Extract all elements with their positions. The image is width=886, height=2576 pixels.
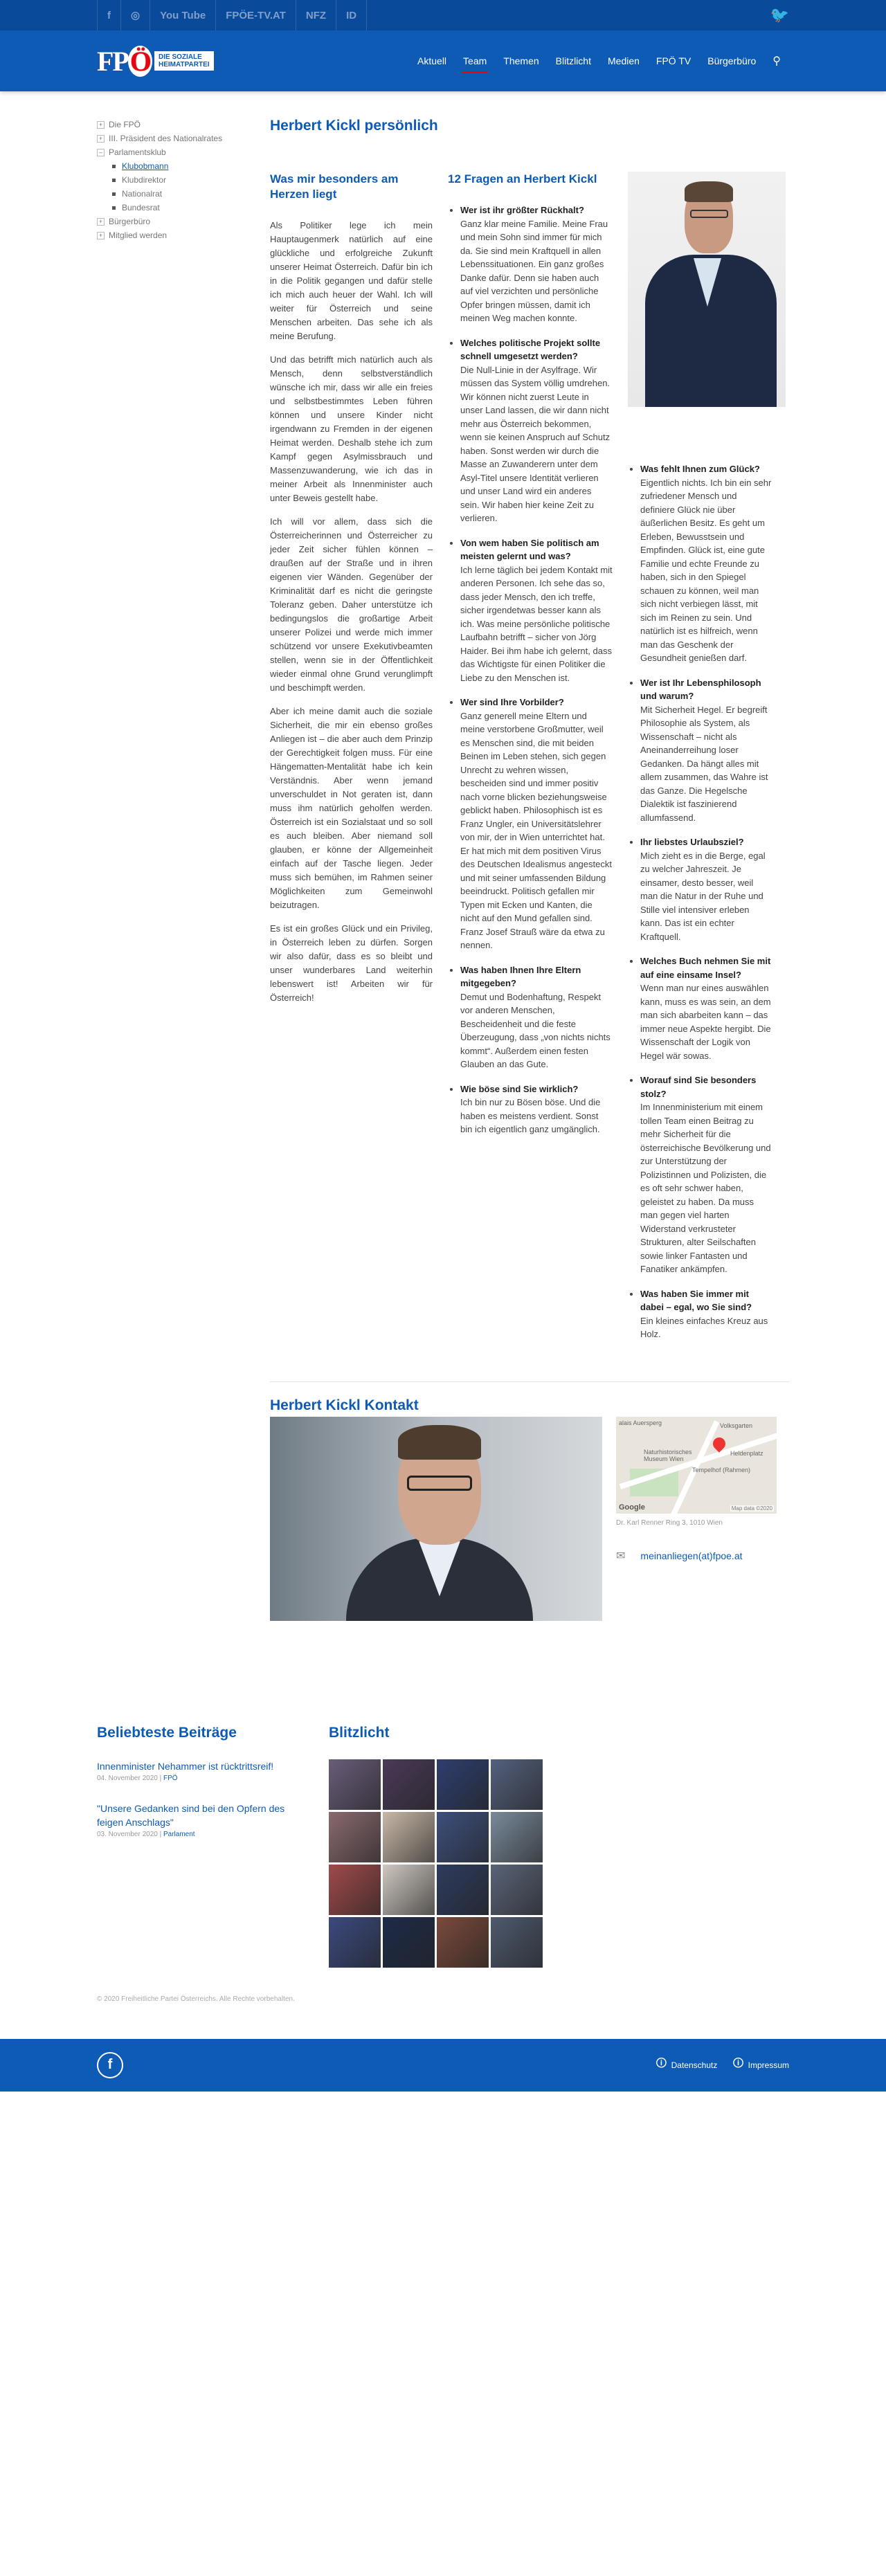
popular-post (97, 1802, 308, 1838)
logo-wordmark: FPÖ (97, 45, 152, 78)
map-label: alais Auersperg (619, 1419, 662, 1426)
body-paragraph: Es ist ein großes Glück und ein Privileg, in Österreich leben zu dürfen. Sorgen wir also dafür, dass es so bleibt und unser wunderbares Land weiterhin lebenswert ist! Arbeiten wir für Österreich! (270, 923, 433, 1003)
post-date: 04. November 2020 (97, 1774, 158, 1782)
map-label: Tempelhof (Rahmen) (692, 1466, 751, 1473)
heart-heading: Was mir besonders am Herzen liegt (270, 172, 399, 201)
sidebar-subitem-label[interactable]: Klubdirektor (122, 175, 167, 185)
footer-link-label: Impressum (748, 2060, 789, 2070)
footer-link[interactable] (732, 2056, 789, 2074)
question: • Wer sind Ihre Vorbilder? (460, 697, 564, 707)
copyright: © 2020 Freiheitliche Partei Österreichs. Alle Rechte vorbehalten. (97, 1995, 295, 2003)
answer: Mich zieht es in die Berge, egal zu welcher Jahreszeit. Je einsamer, desto besser, weil man die Natur in der Ruhe und Stille viel intensiver erleben kann. Das ist ein echter Kraftquell. (640, 850, 766, 942)
footer-link-label: Datenschutz (671, 2060, 718, 2070)
column-heart (270, 172, 433, 1352)
blitz-thumbnail[interactable] (437, 1865, 489, 1915)
expand-icon[interactable]: + (97, 121, 105, 129)
blitz-thumbnail[interactable] (383, 1917, 435, 1968)
qa-item (460, 696, 613, 952)
top-social-bar (0, 0, 886, 30)
email-row (616, 1549, 777, 1563)
question: • Welches Buch nehmen Sie mit auf eine einsame Insel? (640, 956, 771, 980)
post-date: 03. November 2020 (97, 1830, 158, 1838)
qa-item (460, 203, 613, 325)
nav-fpö-tv[interactable]: FPÖ TV (656, 55, 691, 66)
sidebar-tree (97, 118, 270, 242)
impressum-icon: 🛈 (732, 2058, 744, 2069)
bullet-square (112, 179, 116, 182)
post-title-link[interactable]: Innenminister Nehammer ist rücktrittsreif! (97, 1760, 274, 1772)
location-map[interactable] (616, 1417, 777, 1514)
blitz-thumbnail[interactable] (437, 1917, 489, 1968)
question: • Was fehlt Ihnen zum Glück? (640, 464, 760, 474)
page-title: Herbert Kickl persönlich (270, 118, 438, 134)
question: • Von wem haben Sie politisch am meisten gelernt und was? (460, 537, 599, 561)
questions-list-2 (628, 462, 773, 1341)
content-columns (270, 172, 789, 1352)
contact-details (616, 1417, 777, 1621)
email-link[interactable]: meinanliegen(at)fpoe.at (640, 1550, 743, 1561)
footer-link[interactable] (656, 2056, 717, 2074)
body-paragraph: Ich will vor allem, dass sich die Österreicherinnen und Österreicher zu jeder Zeit sicher fühlen können – draußen auf der Straße und in ihren eigenen vier Wänden. Gegenüber der Kriminalität darf es nicht die geringste Toleranz geben. Daher unterstütze ich bedingungslos die großartige Arbeit unserer Polizei und werde mich immer schützend vor unsere Exekutivbeamten stellen, wenn sie in der Öffentlichkeit wieder einmal ohne Grund verunglimpft und beschimpft werden. (270, 516, 433, 693)
sidebar-item-label[interactable]: III. Präsident des Nationalrates (109, 134, 223, 143)
question: • Was haben Ihnen Ihre Eltern mitgegeben? (460, 964, 581, 988)
nfz-icon[interactable]: NFZ (296, 0, 336, 30)
expand-icon[interactable]: + (97, 135, 105, 143)
answer: Ein kleines einfaches Kreuz aus Holz. (640, 1315, 768, 1339)
post-category-link[interactable]: Parlament (163, 1830, 195, 1838)
sidebar (97, 118, 270, 1621)
site-footer (0, 2039, 886, 2092)
answer: Wenn man nur eines auswählen kann, muss es was sein, an dem man sich abarbeiten kann – das immer neue Aspekte hergibt. Die Wissenschaft der Logik von Hegel wär sowas. (640, 983, 771, 1061)
post-meta (97, 1775, 308, 1782)
sidebar-item-label[interactable]: Die FPÖ (109, 120, 141, 129)
answer: Mit Sicherheit Hegel. Er begreift Philosophie als System, als Wissenschaft – nicht als Aneinanderreihung loser Gedanken. Da hängt alles mit allem zusammen, das Wahre ist das Ganze. Die Hegelsche Dialektik ist faszinierend allumfassend. (640, 704, 768, 823)
body-paragraph: Und das betrifft mich natürlich auch als Mensch, denn selbstverständlich wünsche ich mir, dass wir alle ein freies und selbstbestimmtes Leben führen können und unsere Kinder nicht irgendwann zu Fremden in der eigenen Heimat werden. Deshalb stehe ich zum Kampf gegen Asylmissbrauch und Massenzuwanderung, wie ich das in meiner Arbeit als Innenminister auch unter Beweis gestellt habe. (270, 354, 433, 503)
qa-item (640, 1073, 773, 1276)
answer: Eigentlich nichts. Ich bin ein sehr zufriedener Mensch und definiere Glück nie über äußerlichen Besitz. Es geht um Erleben, Bewusstsein und Empfinden. Glück ist, eine gute Familie und echte Freunde zu haben, sich in den Spiegel schauen zu können, weil man sich nicht verbiegen lässt, mit sich im Reinen zu sein. Und natürlich ist es hilfreich, wenn man das Geschenk der Gesundheit genießen darf. (640, 477, 772, 663)
contact-photo (270, 1417, 602, 1621)
questions-list-1 (448, 203, 613, 1136)
main-nav (409, 30, 789, 91)
blitz-thumbnail[interactable] (491, 1865, 543, 1915)
blitz-thumbnail[interactable] (437, 1759, 489, 1810)
sidebar-subitem-label[interactable]: Bundesrat (122, 203, 160, 212)
footer-widgets (97, 1725, 789, 1968)
map-attribution: Map data ©2020 (731, 1505, 772, 1512)
qa-item (640, 1287, 773, 1341)
bullet-square (112, 192, 116, 196)
blitz-thumbnail[interactable] (329, 1865, 381, 1915)
blitz-thumbnail[interactable] (329, 1917, 381, 1968)
column-photo-questions (628, 172, 773, 1352)
sidebar-item[interactable] (97, 131, 270, 145)
sidebar-subitem[interactable] (97, 159, 270, 173)
facebook-icon[interactable]: f (97, 2052, 123, 2078)
meta-separator: | (157, 1830, 163, 1838)
expand-icon[interactable]: + (97, 232, 105, 239)
sidebar-item[interactable] (97, 215, 270, 228)
body-paragraph: Als Politiker lege ich mein Hauptaugenmerk natürlich auf eine glückliche und erfolgreiche Zukunft unserer Heimat Österreich. Dafür bin ich in die Politik gegangen und dafür stelle ich mich auch heuer der Wahl. Ich will weiter für Österreich und seine Menschen arbeiten. Das sehe ich als meine Berufung. (270, 220, 433, 341)
map-label: Heldenplatz (730, 1449, 763, 1457)
post-title-link[interactable]: "Unsere Gedanken sind bei den Opfern des feigen Anschlags" (97, 1802, 285, 1828)
contact-title: Herbert Kickl Kontakt (270, 1397, 419, 1413)
answer: Ich bin nur zu Bösen böse. Und die haben es meistens verdient. Sonst bin ich eigentlich ganz umgänglich. (460, 1097, 601, 1134)
sidebar-item[interactable] (97, 228, 270, 242)
question: • Worauf sind Sie besonders stolz? (640, 1075, 757, 1099)
id-icon[interactable]: ID (336, 0, 367, 30)
sidebar-subitem[interactable] (97, 201, 270, 215)
column-questions (448, 172, 613, 1352)
sidebar-subitem[interactable] (97, 187, 270, 201)
blitz-thumbnail[interactable] (329, 1812, 381, 1862)
answer: Ich lerne täglich bei jedem Kontakt mit anderen Personen. Ich sehe das so, dass jeder Mensch, den ich treffe, sicher irgendetwas besser kann als ich. Was meine persönliche politische Laufbahn betrifft – sicher von Jörg Haider. Bei ihm habe ich gelernt, dass das Wichtigste für einen Politiker die Liebe zu den Menschen ist. (460, 564, 613, 683)
questions-heading: 12 Fragen an Herbert Kickl (448, 172, 597, 185)
social-links (97, 0, 367, 30)
qa-item (460, 963, 613, 1071)
bullet-square (112, 206, 116, 210)
twitter-bird-icon[interactable]: 🐦 (770, 6, 789, 24)
fpoe-tv-icon[interactable]: FPÖE-TV.AT (216, 0, 296, 30)
answer: Die Null-Linie in der Asylfrage. Wir müssen das System völlig umdrehen. Wir können nicht zuerst Leute in unser Land lassen, die wir dann nicht mehr aus Österreich bekommen, wenn sie keinen Anspruch auf Schutz haben. Sonst werden wir durch die Masse an Zuwanderern unter dem Asyl-Titel unsere Identität verlieren und unser Land wird ein anderes sein. Wir haben hier keine Zeit zu verlieren. (460, 364, 611, 523)
address: Dr. Karl Renner Ring 3, 1010 Wien (616, 1518, 723, 1527)
nav-aktuell[interactable]: Aktuell (417, 55, 447, 66)
datenschutz-icon: 🛈 (656, 2058, 667, 2069)
sidebar-item-label[interactable]: Mitglied werden (109, 230, 168, 240)
envelope-icon: ✉ (616, 1550, 626, 1562)
popular-title: Beliebteste Beiträge (97, 1724, 237, 1741)
sidebar-subitem-label[interactable]: Nationalrat (122, 189, 163, 199)
sidebar-subitem-label[interactable]: Klubobmann (122, 161, 169, 171)
content (270, 118, 789, 1621)
answer: Im Innenministerium mit einem tollen Team einen Beitrag zu mehr Sicherheit für die österreichische Bevölkerung und zur Unterstützung der Polizistinnen und Polizisten, die es oft sehr schwer haben, geleistet zu haben. Da muss man gegen viel harten Widerstand verkrusteter Strukturen, alter Seilschaften sowie linker Fantasten und Fanatiker ankämpfen. (640, 1102, 771, 1274)
sidebar-item-label[interactable]: Bürgerbüro (109, 217, 151, 226)
blitz-thumbnail[interactable] (383, 1865, 435, 1915)
qa-item (640, 676, 773, 825)
main-area (97, 118, 789, 1621)
search-icon[interactable]: ⚲ (772, 55, 781, 67)
question: • Welches politische Projekt sollte schnell umgesetzt werden? (460, 337, 601, 361)
section-divider (270, 1381, 789, 1382)
body-paragraph: Aber ich meine damit auch die soziale Sicherheit, die mir ein ebenso großes Anliegen ist – die aber auch dem Prinzip der Gerechtigkeit folgen muss. Für eine Hängematten-Mentalität habe ich kein Verständnis. Aber wenn jemand unverschuldet in Not geraten ist, dann muss ihm natürlich geholfen werden. Österreich ist ein Sozialstaat und so soll es auch bleiben. Aber niemand soll glauben, er könne der Allgemeinheit einfach auf der Tasche liegen. Jeder muss sich bemühen, im Rahmen seiner Möglichkeiten zum Gemeinwohl beizutragen. (270, 706, 433, 910)
blitz-grid (329, 1759, 606, 1968)
answer: Ganz klar meine Familie. Meine Frau und mein Sohn sind immer für mich da. Sie sind mein Kraftquell in allen Lebenssituationen. Ein ganz großes Danke dafür. Denn sie haben auch auf viel verzichten und persönliche Opfer bringen müssen, damit ich meinen Weg machen konnte. (460, 218, 608, 323)
nav-medien[interactable]: Medien (608, 55, 640, 66)
collapse-icon[interactable]: – (97, 149, 105, 156)
map-label: Naturhistorisches Museum Wien (644, 1448, 692, 1462)
answer: Ganz generell meine Eltern und meine verstorbene Großmutter, weil es Menschen sind, die mit beiden Beinen im Leben stehen, sich gegen Unrecht zu wehren wissen, bescheiden sind und immer positiv nach vorne blicken beziehungsweise geblickt haben. Philosophisch ist es Franz Ungler, ein Universitätslehrer von mir, der in Wien unterrichtet hat. Er hat mich mit dem positiven Virus des Deutschen Idealismus angesteckt und mit seiner umfassenden Bildung beeindruckt. Politisch gefallen mir Typen mit Ecken und Kanten, die nicht auf den Mund gefallen sind. Franz Josef Strauß wäre da etwa zu nennen. (460, 710, 612, 950)
expand-icon[interactable]: + (97, 218, 105, 226)
post-meta (97, 1831, 308, 1838)
blitz-thumbnail[interactable] (491, 1812, 543, 1862)
blitz-thumbnail[interactable] (491, 1917, 543, 1968)
question: • Ihr liebstes Urlaubsziel? (640, 837, 744, 847)
post-category-link[interactable]: FPÖ (163, 1774, 178, 1782)
blitz-thumbnail[interactable] (437, 1812, 489, 1862)
question: • Was haben Sie immer mit dabei – egal, wo Sie sind? (640, 1288, 752, 1312)
sidebar-subitem[interactable] (97, 173, 270, 187)
blitz-thumbnail[interactable] (383, 1812, 435, 1862)
nav-blitzlicht[interactable]: Blitzlicht (555, 55, 591, 66)
fpoe-logo[interactable] (97, 45, 215, 78)
bullet-square (112, 165, 116, 168)
instagram-icon[interactable]: ◎ (121, 0, 150, 30)
google-logo: Google (619, 1503, 645, 1512)
youtube-icon[interactable]: You Tube (150, 0, 216, 30)
blitz-thumbnail[interactable] (383, 1759, 435, 1810)
meta-separator: | (157, 1774, 163, 1782)
footer-links (656, 2056, 789, 2074)
answer: Demut und Bodenhaftung, Respekt vor anderen Menschen, Bescheidenheit und die feste Überzeugung, dass „von nichts nichts kommt“. Außerdem einen festen Glauben an das Gute. (460, 991, 611, 1069)
facebook-icon[interactable]: f (97, 0, 121, 30)
question: • Wer ist Ihr Lebensphilosoph und warum? (640, 677, 761, 701)
popular-posts (97, 1725, 308, 1968)
portrait-photo (628, 172, 786, 407)
question: • Wie böse sind Sie wirklich? (460, 1083, 579, 1094)
map-label: Volksgarten (720, 1422, 753, 1429)
qa-item (640, 835, 773, 943)
nav-themen[interactable]: Themen (503, 55, 539, 66)
sidebar-item[interactable] (97, 145, 270, 159)
logo-tagline: DIE SOZIALE HEIMATPARTEI (154, 51, 215, 71)
popular-post (97, 1759, 308, 1782)
sidebar-item-label[interactable]: Parlamentsklub (109, 147, 166, 157)
question: • Wer ist ihr größter Rückhalt? (460, 205, 584, 215)
blitz-thumbnail[interactable] (329, 1759, 381, 1810)
site-header (0, 30, 886, 91)
qa-item (640, 462, 773, 665)
nav-team[interactable]: Team (455, 30, 495, 91)
contact-row (270, 1417, 789, 1621)
qa-item (460, 1082, 613, 1136)
nav-bürgerbüro[interactable]: Bürgerbüro (707, 55, 757, 66)
blitz-title: Blitzlicht (329, 1724, 390, 1741)
blitz-thumbnail[interactable] (491, 1759, 543, 1810)
qa-item (460, 536, 613, 685)
sidebar-item[interactable] (97, 118, 270, 131)
qa-item (640, 954, 773, 1062)
qa-item (460, 336, 613, 525)
blitzlicht (329, 1725, 606, 1968)
